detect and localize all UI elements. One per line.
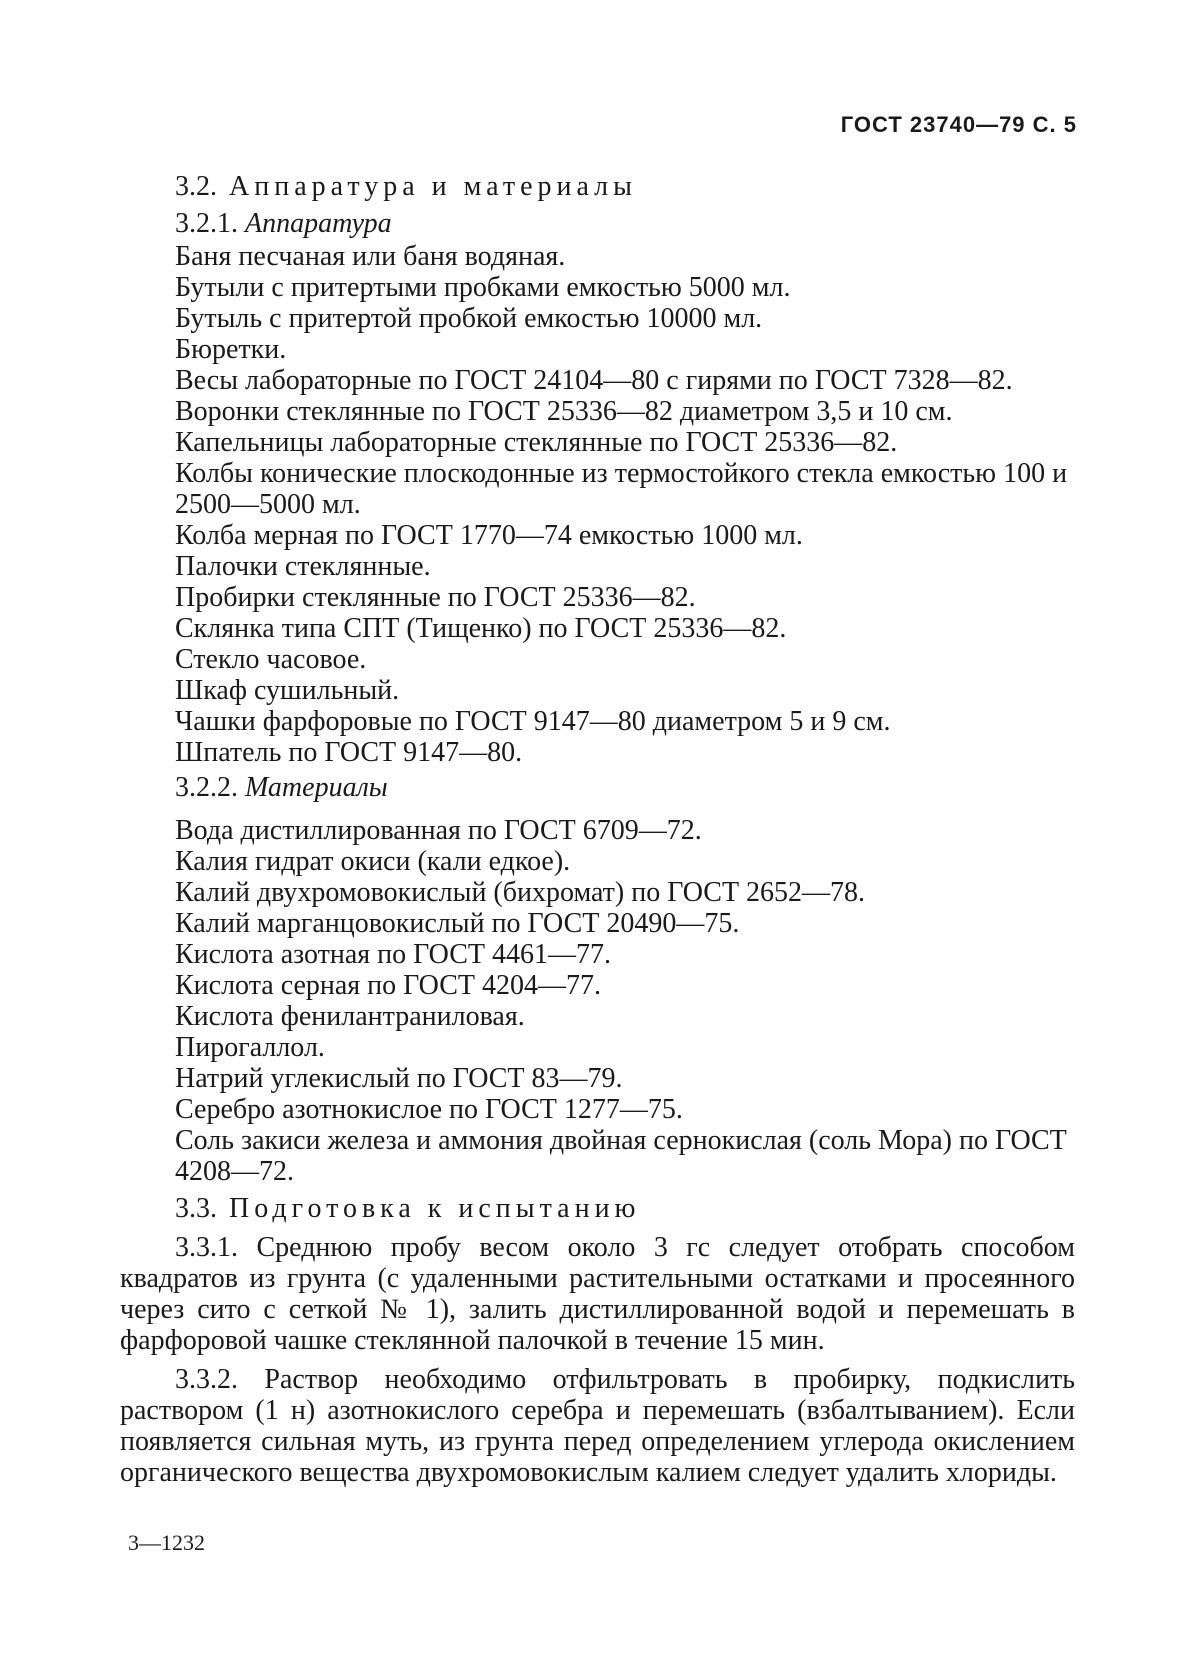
section-title: Аппаратура и материалы (229, 171, 637, 202)
list-item: Вода дистиллированная по ГОСТ 6709—72. (175, 815, 702, 846)
subsection-number: 3.2.2. (175, 772, 238, 803)
list-item: Калий двухромовокислый (бихромат) по ГОСТ 2652—78. (175, 877, 866, 908)
list-item: Кислота азотная по ГОСТ 4461—77. (175, 939, 611, 970)
list-item: Соль закиси железа и аммония двойная сернокислая (соль Мора) по ГОСТ 4208—72. (175, 1125, 1067, 1187)
section-3-3-heading (120, 1193, 1075, 1224)
list-item: Калий марганцовокислый по ГОСТ 20490—75. (175, 908, 740, 939)
list-item: Бюретки. (175, 334, 287, 365)
list-item: Капельницы лабораторные стеклянные по ГОСТ 25336—82. (175, 427, 898, 458)
spacer (120, 805, 1075, 815)
subsection-3-2-2-heading (120, 772, 1075, 803)
subsection-3-2-1-heading (120, 208, 1075, 239)
list-item: Воронки стеклянные по ГОСТ 25336—82 диаметром 3,5 и 10 см. (175, 396, 953, 427)
subsection-number: 3.2.1. (175, 208, 238, 239)
list-item: Натрий углекислый по ГОСТ 83—79. (175, 1063, 623, 1094)
list-item: Серебро азотнокислое по ГОСТ 1277—75. (175, 1094, 683, 1125)
paragraph-3-3-1: 3.3.1. Среднюю пробу весом около 3 гс следует отобрать способом квадратов из грунта (с удаленными растительными остатками и просеянного через сито с сеткой № 1), залить дистиллированной водой и перемешать в фарфоровой чашке стеклянной палочкой в течение 15 мин. (120, 1232, 1075, 1356)
document-body (120, 165, 1075, 1488)
equipment-list (120, 241, 1075, 768)
section-number: 3.2. (175, 171, 217, 202)
list-item: Чашки фарфоровые по ГОСТ 9147—80 диаметром 5 и 9 см. (175, 706, 891, 737)
list-item: Бутыли с притертыми пробками емкостью 5000 мл. (175, 272, 791, 303)
list-item: Пробирки стеклянные по ГОСТ 25336—82. (175, 582, 696, 613)
section-title: Подготовка к испытанию (229, 1193, 641, 1224)
paragraph-3-3-2: 3.3.2. Раствор необходимо отфильтровать в пробирку, подкислить раствором (1 н) азотнокислого серебра и перемешать (взбалтыванием). Если появляется сильная муть, из грунта перед определением углерода окислением органического вещества двухромовокислым калием следует удалить хлориды. (120, 1364, 1075, 1488)
list-item: Кислота серная по ГОСТ 4204—77. (175, 970, 602, 1001)
list-item: Весы лабораторные по ГОСТ 24104—80 с гирями по ГОСТ 7328—82. (175, 365, 1013, 396)
page-footer-code: 3—1232 (128, 1530, 205, 1555)
subsection-title: Материалы (245, 772, 388, 803)
list-item: Калия гидрат окиси (кали едкое). (175, 846, 571, 877)
list-item: Склянка типа СПТ (Тищенко) по ГОСТ 25336—82. (175, 613, 787, 644)
list-item: Кислота фенилантраниловая. (175, 1001, 525, 1032)
list-item: Бутыль с притертой пробкой емкостью 10000 мл. (175, 303, 763, 334)
list-item: Шпатель по ГОСТ 9147—80. (175, 737, 523, 768)
list-item: Шкаф сушильный. (175, 675, 400, 706)
materials-list (120, 815, 1075, 1187)
section-number: 3.3. (175, 1193, 217, 1224)
list-item: Пирогаллол. (175, 1032, 325, 1063)
list-item: Палочки стеклянные. (175, 551, 431, 582)
list-item: Колбы конические плоскодонные из термостойкого стекла емкостью 100 и 2500—5000 мл. (175, 458, 1068, 520)
section-3-2-heading (120, 171, 1075, 202)
list-item: Баня песчаная или баня водяная. (175, 241, 566, 272)
page-header: ГОСТ 23740—79 С. 5 (840, 112, 1077, 137)
subsection-title: Аппаратура (245, 208, 392, 239)
list-item: Стекло часовое. (175, 644, 367, 675)
list-item: Колба мерная по ГОСТ 1770—74 емкостью 1000 мл. (175, 520, 803, 551)
